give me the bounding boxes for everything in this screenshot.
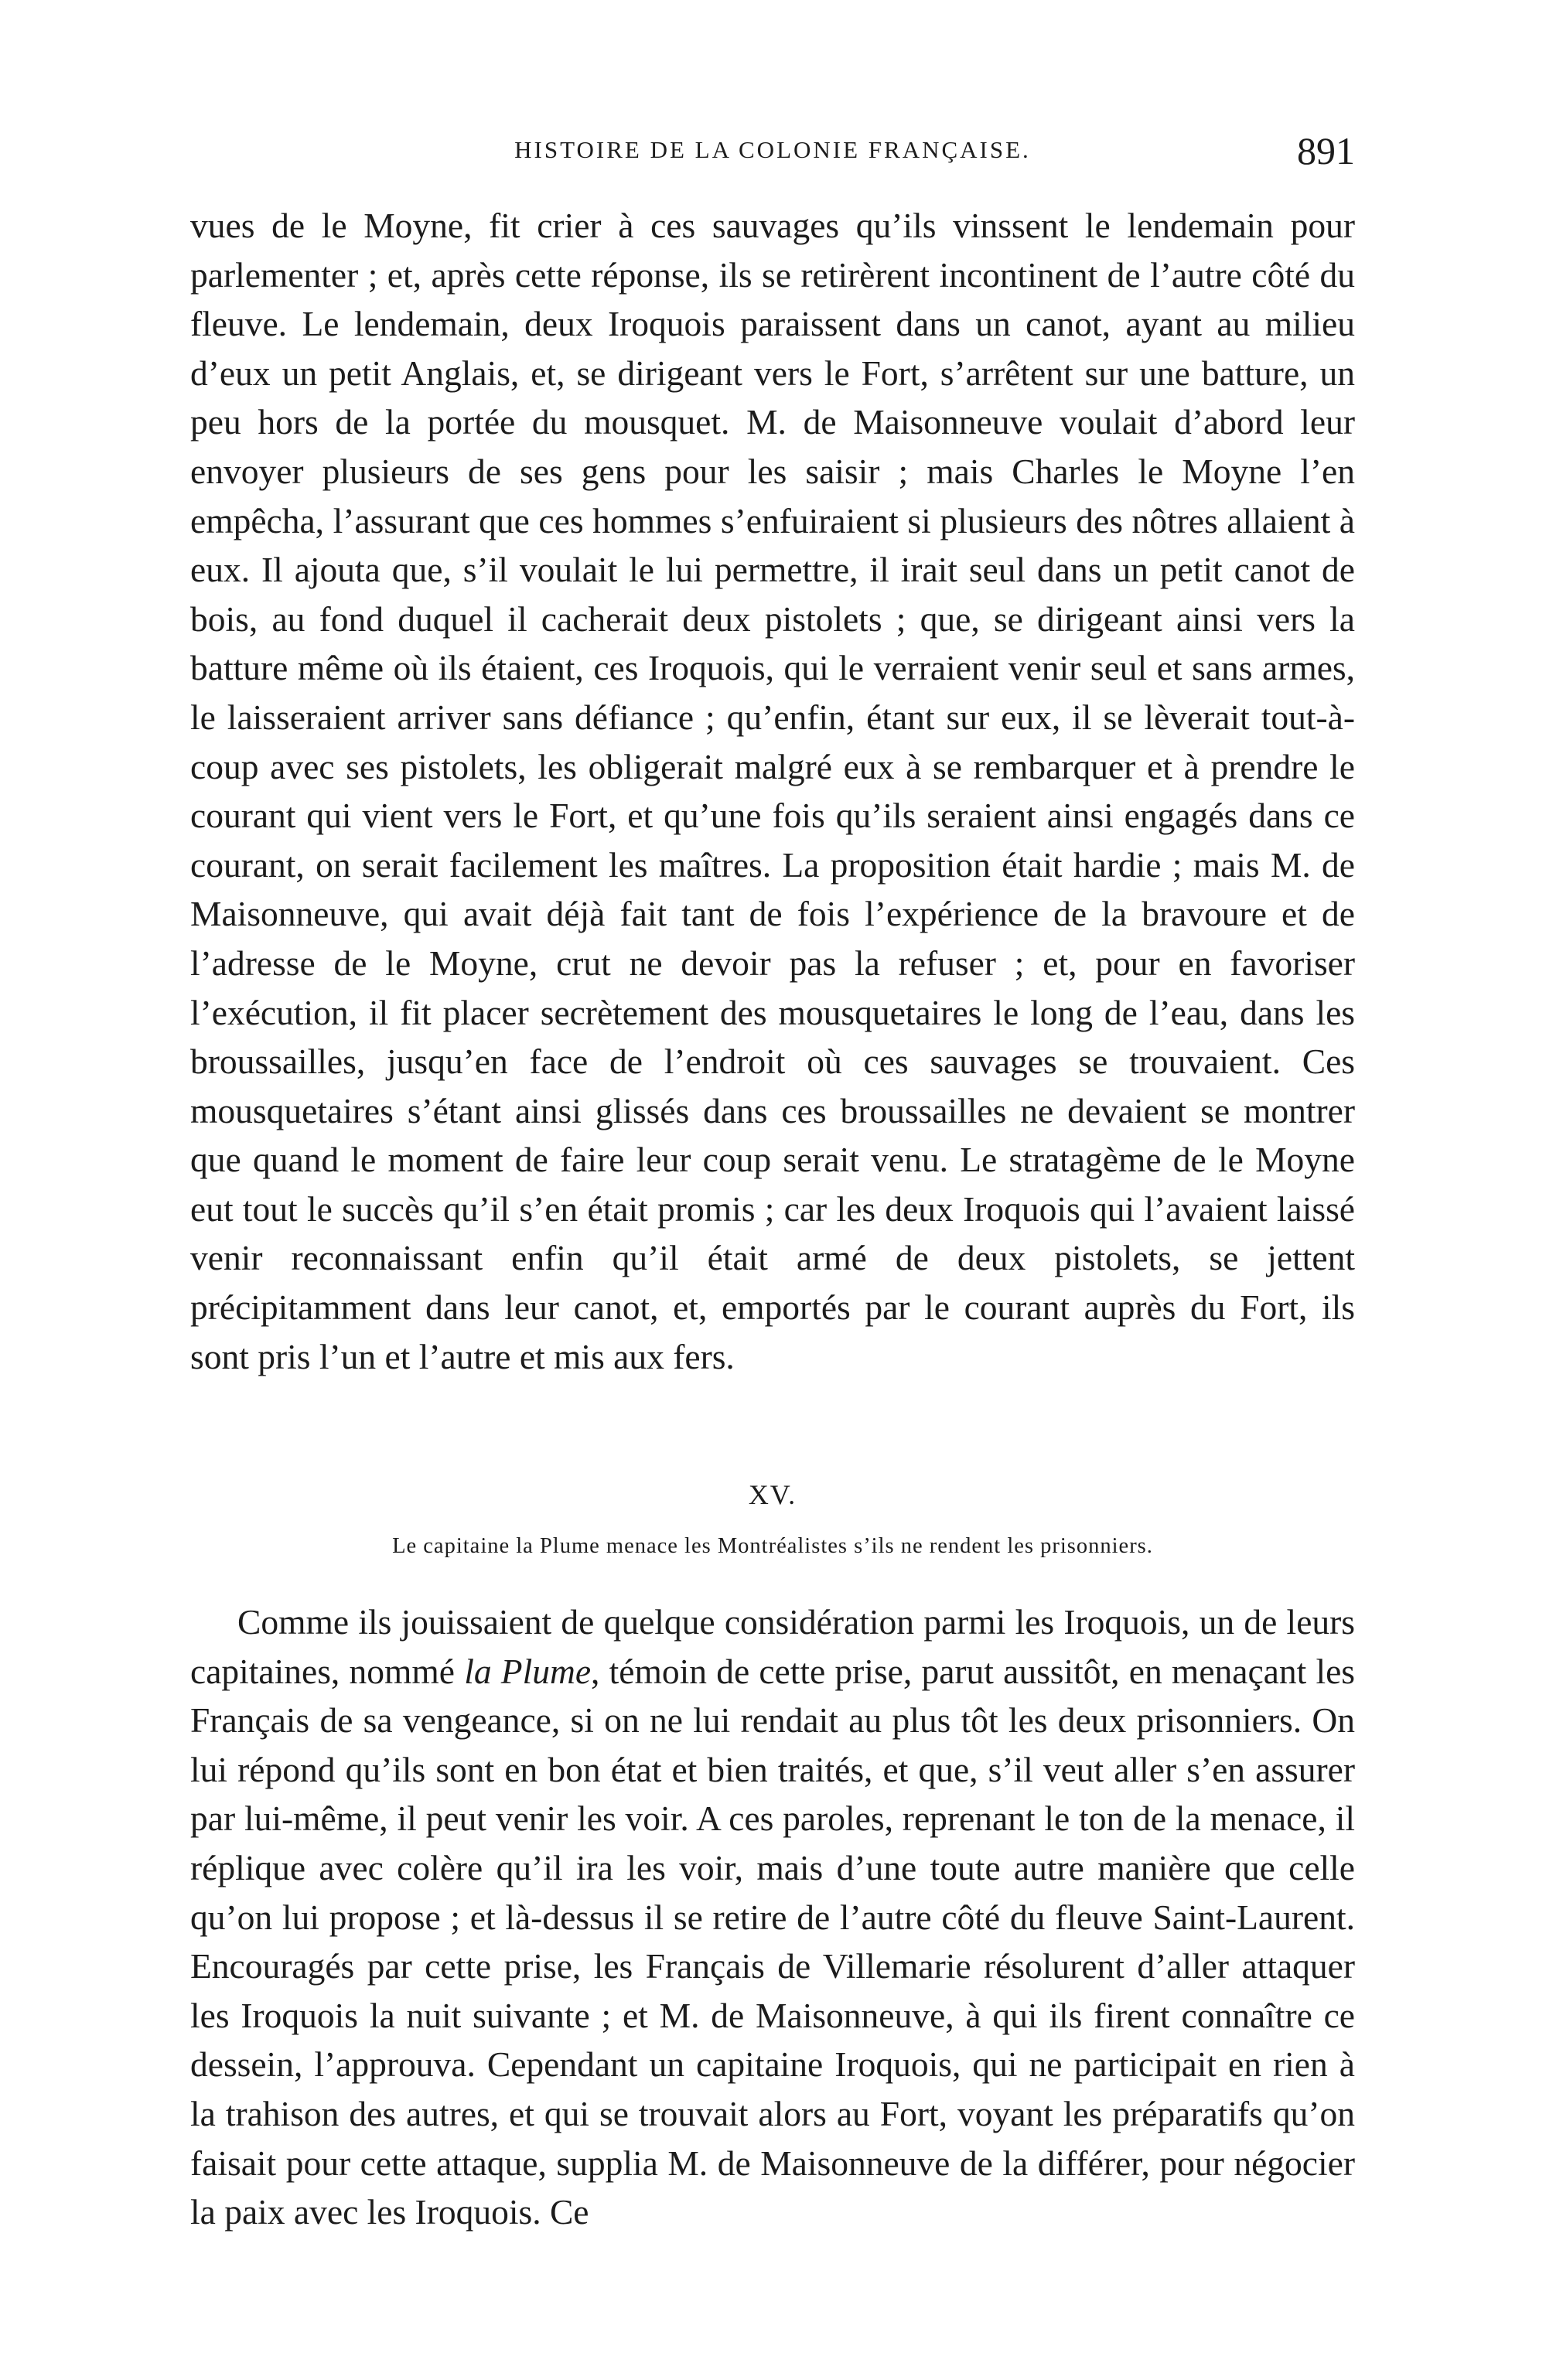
section-number: XV. — [748, 1479, 797, 1510]
paragraph-text-start: Comme ils jouissaient de quelque considération parmi les Iroquois, un de leurs capitaines, nommé — [190, 1602, 1355, 1691]
paragraph-section-xv — [190, 1597, 1355, 2237]
running-header — [190, 129, 1355, 179]
paragraph-continued: vues de le Moyne, fit crier à ces sauvages qu’ils vinssent le lendemain pour parlementer ; et, après cette réponse, ils se retirèrent incontinent de l’autre côté du fleuve. Le lendemain, deux Iroquois paraissent dans un canot, ayant au milieu d’eux un petit Anglais, et, se dirigeant vers le Fort, s’arrêtent sur une batture, un peu hors de la portée du mousquet. M. de Maisonneuve voulait d’abord leur envoyer plusieurs de ses gens pour les saisir ; mais Charles le Moyne l’en empêcha, l’assurant que ces hommes s’enfuiraient si plusieurs des nôtres allaient à eux. Il ajouta que, s’il voulait le lui permettre, il irait seul dans un petit canot de bois, au fond duquel il cacherait deux pistolets ; que, se dirigeant ainsi vers la batture même où ils étaient, ces Iroquois, qui le verraient venir seul et sans armes, le laisseraient arriver sans défiance ; qu’enfin, étant sur eux, il se lèverait tout-à-coup avec ses pistolets, les obligerait malgré eux à se rembarquer et à prendre le courant qui vient vers le Fort, et qu’une fois qu’ils seraient ainsi engagés dans ce courant, on serait facilement les maîtres. La proposition était hardie ; mais M. de Maisonneuve, qui avait déjà fait tant de fois l’expérience de la bravoure et de l’adresse de le Moyne, crut ne devoir pas la refuser ; et, pour en favoriser l’exécution, il fit placer secrètement des mousquetaires le long de l’eau, dans les broussailles, jusqu’en face de l’endroit où ces sauvages se trouvaient. Ces mousquetaires s’étant ainsi glissés dans ces broussailles ne devaient se montrer que quand le moment de faire leur coup serait venu. Le stratagème de le Moyne eut tout le succès qu’il s’en était promis ; car les deux Iroquois qui l’avaient laissé venir reconnaissant enfin qu’il était armé de deux pistolets, se jettent précipitamment dans leur canot, et, emportés par le courant auprès du Fort, ils sont pris l’un et l’autre et mis aux fers. — [190, 206, 1355, 1376]
text-block-upper — [190, 201, 1355, 1381]
text-block-lower — [190, 1597, 1355, 2237]
running-title: HISTOIRE DE LA COLONIE FRANÇAISE. — [514, 136, 1031, 163]
italic-name-la-plume: la Plume — [464, 1651, 592, 1691]
page-number: 891 — [1297, 129, 1355, 172]
paragraph-text-rest: , témoin de cette prise, parut aussitôt, en menaçant les Français de sa vengeance, si on ne lui rendait au plus tôt les deux prisonniers. On lui répond qu’ils sont en bon état et bien traités, et que, s’il veut aller s’en assurer par lui-même, il peut venir les voir. A ces paroles, reprenant le ton de la menace, il réplique avec colère qu’il ira les voir, mais d’une toute autre manière que celle qu’on lui propose ; et là-dessus il se retire de l’autre côté du fleuve Saint-Laurent. Encouragés par cette prise, les Français de Villemarie résolurent d’aller attaquer les Iroquois la nuit suivante ; et M. de Maisonneuve, à qui ils firent connaître ce dessein, l’approuva. Cependant un capitaine Iroquois, qui ne participait en rien à la trahison des autres, et qui se trouvait alors au Fort, voyant les préparatifs qu’on faisait pour cette attaque, supplia M. de Maisonneuve de la différer, pour négocier la paix avec les Iroquois. Ce — [190, 1651, 1355, 2232]
section-title: Le capitaine la Plume menace les Montréalistes s’ils ne rendent les prisonniers. — [392, 1534, 1153, 1558]
